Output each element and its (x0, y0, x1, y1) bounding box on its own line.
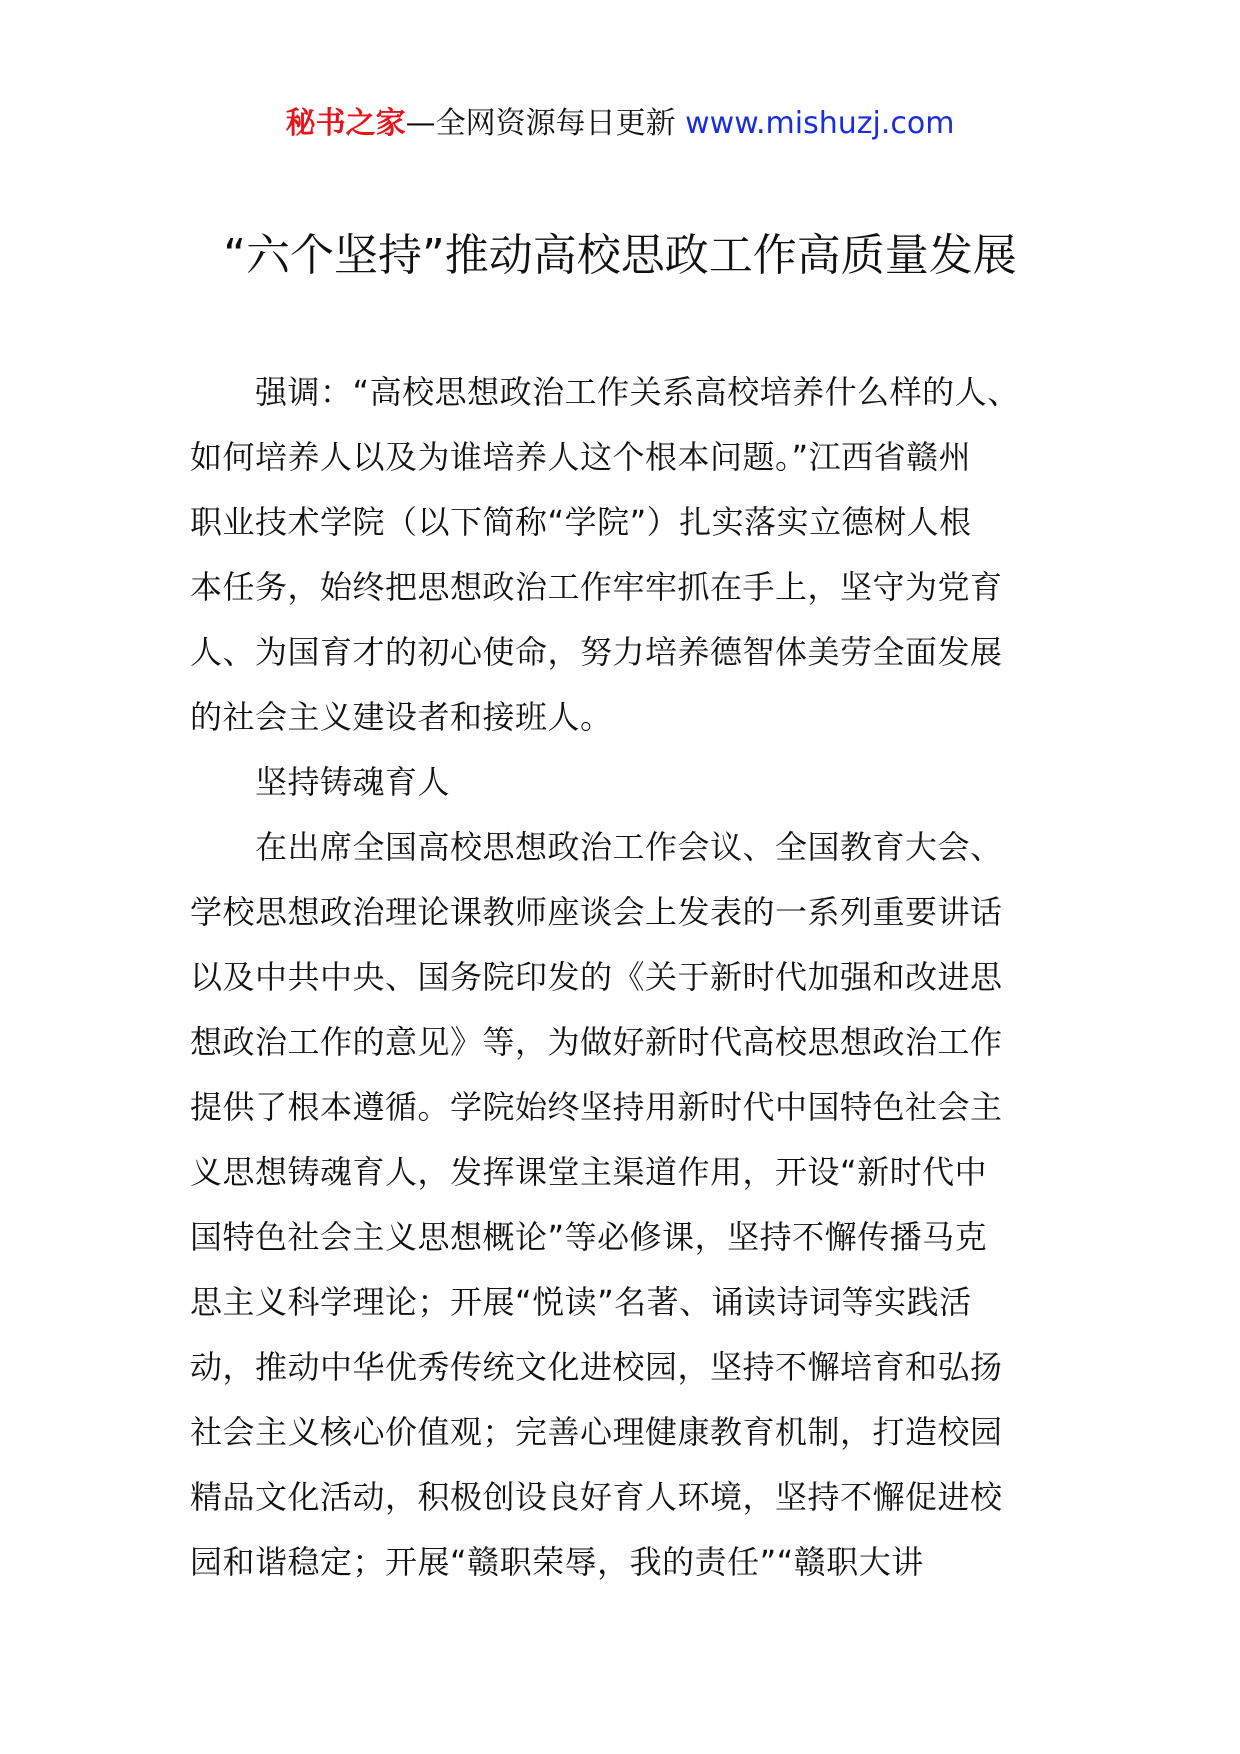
text-line: 在出席全国高校思想政治工作会议、全国教育大会、 (255, 828, 1003, 866)
document-title: “六个坚持”推动高校思政工作高质量发展 (223, 230, 1017, 281)
header-slogan: —全网资源每日更新 (405, 106, 676, 141)
text-line: 如何培养人以及为谁培养人这个根本问题。”江西省赣州 (190, 438, 972, 476)
text-line: 以及中共中央、国务院印发的《关于新时代加强和改进思 (190, 958, 1003, 996)
site-url-link[interactable]: www.mishuzj.com (685, 106, 955, 141)
section-heading: 坚持铸魂育人 (255, 763, 451, 801)
text-line: 社会主义核心价值观；完善心理健康教育机制，打造校园 (190, 1413, 1003, 1451)
text-line: 强调：“高校思想政治工作关系高校培养什么样的人、 (255, 373, 1020, 411)
text-line: 园和谐稳定；开展“赣职荣辱，我的责任”“赣职大讲 (190, 1543, 924, 1581)
text-line: 国特色社会主义思想概论”等必修课，坚持不懈传播马克 (190, 1218, 988, 1256)
text-line: 动，推动中华优秀传统文化进校园，坚持不懈培育和弘扬 (190, 1348, 1003, 1386)
text-line: 思主义科学理论；开展“悦读”名著、诵读诗词等实践活 (190, 1283, 972, 1321)
text-line: 职业技术学院（以下简称“学院”）扎实落实立德树人根 (190, 503, 972, 541)
text-line: 的社会主义建设者和接班人。 (190, 698, 613, 736)
brand-name: 秘书之家 (285, 106, 406, 141)
text-line: 精品文化活动，积极创设良好育人环境，坚持不懈促进校 (190, 1478, 1003, 1516)
text-line: 学校思想政治理论课教师座谈会上发表的一系列重要讲话 (190, 893, 1003, 931)
text-line: 人、为国育才的初心使命，努力培养德智体美劳全面发展 (190, 633, 1003, 671)
text-line: 提供了根本遵循。学院始终坚持用新时代中国特色社会主 (190, 1088, 1003, 1126)
text-line: 想政治工作的意见》等，为做好新时代高校思想政治工作 (190, 1023, 1003, 1061)
text-line: 义思想铸魂育人，发挥课堂主渠道作用，开设“新时代中 (190, 1153, 988, 1191)
site-header (0, 102, 1240, 146)
document-body (190, 360, 1060, 1595)
text-line: 本任务，始终把思想政治工作牢牢抓在手上，坚守为党育 (190, 568, 1003, 606)
